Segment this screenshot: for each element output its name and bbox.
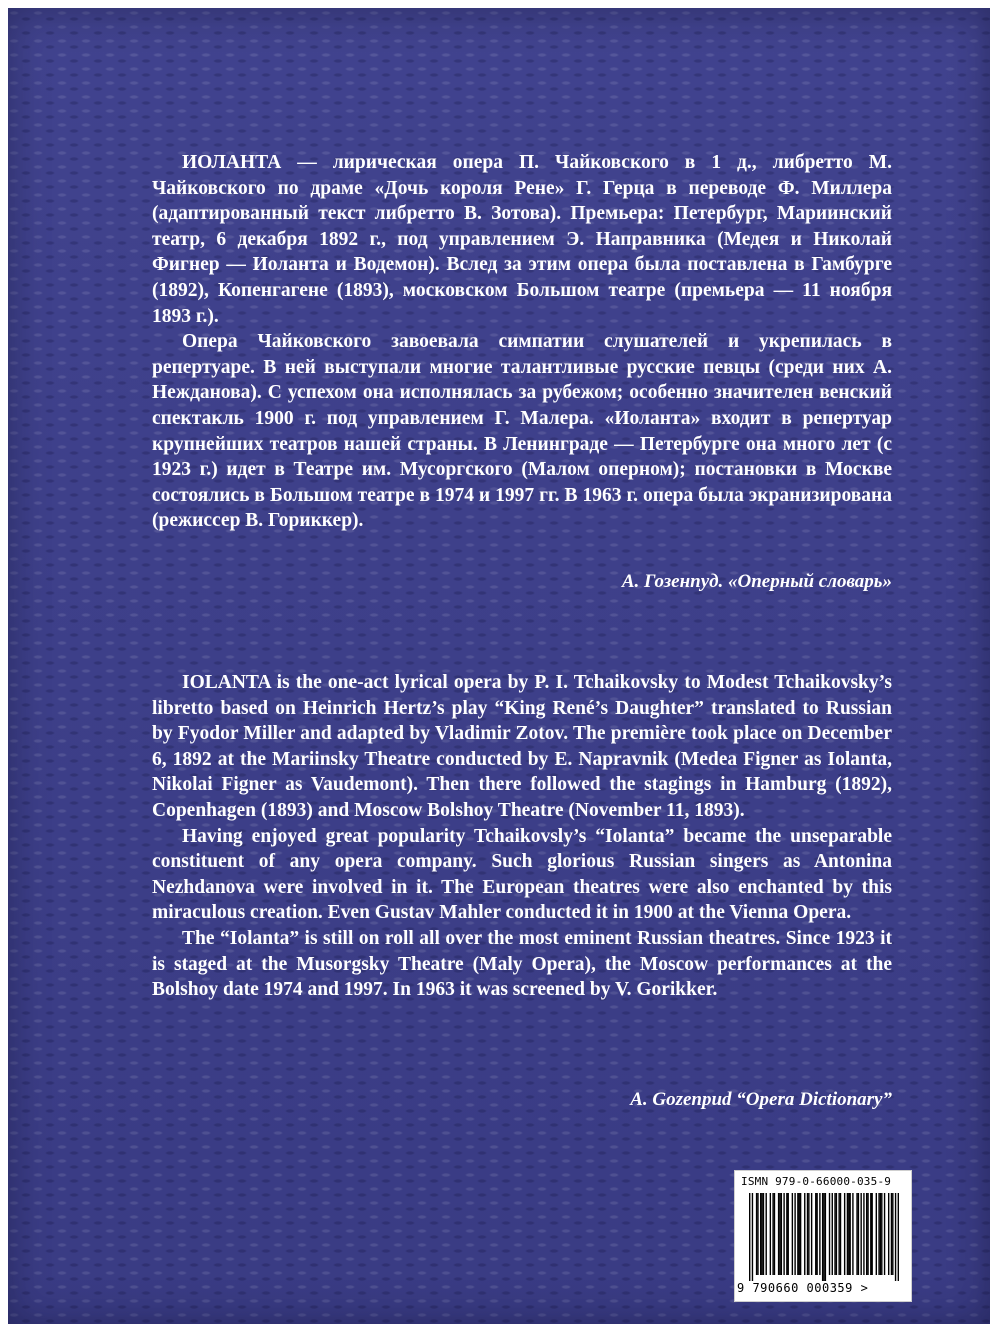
barcode-bar bbox=[892, 1193, 893, 1275]
ismn-number: ISMN 979-0-66000-035-9 bbox=[741, 1175, 892, 1188]
barcode-bar bbox=[786, 1193, 787, 1275]
barcode-digits: 9 790660 000359 > bbox=[737, 1281, 869, 1295]
barcode-bar bbox=[794, 1193, 795, 1275]
barcode-bar bbox=[800, 1193, 801, 1275]
english-paragraph-2: Having enjoyed great popularity Tchaikovsly’s “Iolanta” became the unseparable constituent of any opera company. Such glorious Russian singers as Antonina Nezhdanova were involved in it. The European theatres were also enchanted by this miraculous creation. Even Gustav Mahler conducted it in 1900 at the Vienna Opera. bbox=[152, 825, 892, 924]
barcode-bar bbox=[863, 1193, 864, 1275]
barcode-bar bbox=[804, 1193, 805, 1275]
barcode-bar bbox=[772, 1193, 773, 1275]
barcode-bar bbox=[807, 1193, 808, 1275]
barcode-bar bbox=[844, 1193, 845, 1275]
barcode-bar bbox=[788, 1193, 789, 1275]
barcode-bar bbox=[847, 1193, 848, 1275]
barcode-bar bbox=[829, 1193, 830, 1275]
barcode-bar bbox=[836, 1193, 837, 1275]
barcode-bar bbox=[799, 1193, 800, 1275]
barcode-bar bbox=[781, 1193, 782, 1275]
barcode-bar bbox=[825, 1193, 826, 1281]
barcode-icon bbox=[749, 1193, 899, 1281]
barcode-bar bbox=[760, 1193, 761, 1275]
barcode-bar bbox=[876, 1193, 877, 1275]
russian-citation: А. Гозенпуд. «Оперный словарь» bbox=[621, 571, 892, 592]
barcode-bar bbox=[779, 1193, 780, 1275]
barcode-bar bbox=[752, 1193, 753, 1281]
barcode-bar bbox=[834, 1193, 835, 1275]
barcode-bar bbox=[822, 1193, 823, 1281]
barcode-bar bbox=[852, 1193, 853, 1275]
barcode-bar bbox=[858, 1193, 859, 1275]
barcode-bar bbox=[766, 1193, 767, 1275]
barcode-label bbox=[734, 1170, 912, 1302]
barcode-bar bbox=[881, 1193, 882, 1275]
barcode-bar bbox=[867, 1193, 868, 1275]
barcode-bar bbox=[819, 1193, 820, 1275]
barcode-bar bbox=[848, 1193, 849, 1275]
barcode-bar bbox=[816, 1193, 817, 1275]
barcode-bar bbox=[797, 1193, 798, 1275]
barcode-bar bbox=[756, 1193, 757, 1275]
barcode-bar bbox=[749, 1193, 750, 1281]
barcode-bar bbox=[895, 1193, 896, 1281]
russian-paragraph-1: ИОЛАНТА — лирическая опера П. Чайковского в 1 д., либретто М. Чайковского по драме «Дочь короля Рене» Г. Герца в переводе Ф. Миллера (адаптированный текст либретто В. Зотова). Премьера: Петербург, Мариинский театр, 6 декабря 1892 г., под управлением Э. Направника (Медея и Николай Фигнер — Иоланта и Водемон). Вслед за этим опера была поставлена в Гамбурге (1892), Копенгагене (1893), московском Большом театре (премьера — 11 ноября 1893 г.). bbox=[152, 152, 892, 327]
barcode-bar bbox=[880, 1193, 881, 1275]
barcode-bar bbox=[808, 1193, 809, 1275]
russian-paragraph-2: Опера Чайковского завоевала симпатии слушателей и укрепилась в репертуаре. В ней выступали многие талантливые русские певцы (среди них А. Нежданова). С успехом она исполнялась за рубежом; особенно значителен венский спектакль 1900 г. под управлением Г. Малера. «Иоланта» входит в репертуар крупнейших театров нашей страны. В Ленинграде — Петербурге она много лет (с 1923 г.) идет в Театре им. Мусоргского (Малом оперном); постановки в Москве состоялись в Большом театре в 1974 и 1997 гг. В 1963 г. опера была экранизирована (режиссер В. Гориккер). bbox=[152, 331, 892, 532]
barcode-bar bbox=[770, 1193, 771, 1275]
barcode-bar bbox=[891, 1193, 892, 1275]
barcode-bar bbox=[866, 1193, 867, 1275]
barcode-bar bbox=[898, 1193, 899, 1281]
barcode-bar bbox=[811, 1193, 812, 1275]
barcode-bar bbox=[832, 1193, 833, 1275]
barcode-bar bbox=[761, 1193, 762, 1275]
barcode-bar bbox=[778, 1193, 779, 1275]
english-annotation bbox=[152, 670, 892, 1003]
barcode-bar bbox=[815, 1193, 816, 1275]
english-paragraph-3: The “Iolanta” is still on roll all over the most eminent Russian theatres. Since 1923 it is staged at the Musorgsky Theatre (Maly Opera), the Moscow performances at the Bolshoy date 1974 and 1997. In 1963 it was screened by V. Gorikker. bbox=[152, 927, 892, 1001]
english-citation: A. Gozenpud “Opera Dictionary” bbox=[630, 1089, 892, 1110]
barcode-bar bbox=[792, 1193, 793, 1275]
barcode-bar bbox=[884, 1193, 885, 1275]
barcode-bar bbox=[757, 1193, 758, 1275]
barcode-bar bbox=[856, 1193, 857, 1275]
barcode-bar bbox=[840, 1193, 841, 1275]
barcode-bar bbox=[870, 1193, 871, 1275]
barcode-bar bbox=[774, 1193, 775, 1275]
barcode-bar bbox=[838, 1193, 839, 1275]
russian-annotation bbox=[152, 150, 892, 534]
barcode-bar bbox=[871, 1193, 872, 1275]
barcode-bar bbox=[823, 1193, 824, 1281]
barcode-bar bbox=[860, 1193, 861, 1275]
barcode-bar bbox=[763, 1193, 764, 1275]
barcode-bar bbox=[888, 1193, 889, 1275]
barcode-bar bbox=[878, 1193, 879, 1275]
barcode-bar bbox=[783, 1193, 784, 1275]
english-paragraph-1: IOLANTA is the one-act lyrical opera by P. I. Tchaikovsky to Modest Tchaikovsky’s libretto based on Heinrich Hertz’s play “King René’s Daughter” translated to Russian by Fyodor Miller and adapted by Vladimir Zotov. The première took place on December 6, 1892 at the Mariinsky Theatre conducted by E. Napravnik (Medea Figner as Iolanta, Nikolai Figner as Vaudemont). Then there followed the stagings in Hamburg (1892), Copenhagen (1893) and Moscow Bolshoy Theatre (November 11, 1893). bbox=[152, 672, 892, 821]
barcode-bar bbox=[849, 1193, 850, 1275]
